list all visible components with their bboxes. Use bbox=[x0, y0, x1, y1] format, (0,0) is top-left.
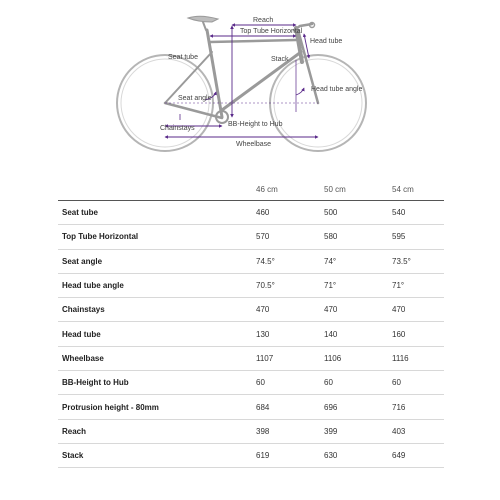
row-label: Top Tube Horizontal bbox=[58, 225, 256, 249]
row-value: 630 bbox=[324, 443, 392, 467]
row-value: 1106 bbox=[324, 346, 392, 370]
table-row bbox=[58, 322, 444, 346]
table-row bbox=[58, 346, 444, 370]
row-value: 398 bbox=[256, 419, 324, 443]
row-value: 470 bbox=[256, 298, 324, 322]
table-row bbox=[58, 395, 444, 419]
label-wheelbase: Wheelbase bbox=[236, 141, 272, 148]
row-value: 595 bbox=[392, 225, 444, 249]
label-head-tube-angle: Head tube angle bbox=[311, 86, 363, 93]
table-header-row bbox=[58, 178, 444, 201]
header-size-54: 54 cm bbox=[392, 178, 444, 201]
row-value: 470 bbox=[324, 298, 392, 322]
row-label: Chainstays bbox=[58, 298, 256, 322]
row-value: 60 bbox=[324, 371, 392, 395]
row-value: 403 bbox=[392, 419, 444, 443]
row-value: 140 bbox=[324, 322, 392, 346]
row-value: 649 bbox=[392, 443, 444, 467]
row-value: 696 bbox=[324, 395, 392, 419]
row-value: 60 bbox=[392, 371, 444, 395]
row-value: 500 bbox=[324, 201, 392, 225]
header-label-col bbox=[58, 178, 256, 201]
geometry-table-body bbox=[58, 201, 444, 468]
table-row bbox=[58, 419, 444, 443]
row-label: Wheelbase bbox=[58, 346, 256, 370]
row-value: 71° bbox=[324, 273, 392, 297]
label-bb-height: BB-Height to Hub bbox=[228, 121, 283, 128]
row-value: 399 bbox=[324, 419, 392, 443]
label-reach: Reach bbox=[253, 17, 274, 24]
row-value: 580 bbox=[324, 225, 392, 249]
row-value: 460 bbox=[256, 201, 324, 225]
row-value: 619 bbox=[256, 443, 324, 467]
label-top-tube: Top Tube Horizontal bbox=[240, 28, 303, 35]
row-value: 73.5° bbox=[392, 249, 444, 273]
row-value: 71° bbox=[392, 273, 444, 297]
label-stack: Stack bbox=[271, 56, 289, 63]
row-label: Head tube angle bbox=[58, 273, 256, 297]
row-value: 74.5° bbox=[256, 249, 324, 273]
row-value: 1116 bbox=[392, 346, 444, 370]
row-value: 716 bbox=[392, 395, 444, 419]
header-size-46: 46 cm bbox=[256, 178, 324, 201]
table-row bbox=[58, 249, 444, 273]
geometry-table bbox=[58, 178, 444, 468]
row-label: Reach bbox=[58, 419, 256, 443]
row-label: BB-Height to Hub bbox=[58, 371, 256, 395]
row-value: 540 bbox=[392, 201, 444, 225]
row-label: Seat angle bbox=[58, 249, 256, 273]
row-label: Protrusion height - 80mm bbox=[58, 395, 256, 419]
row-value: 684 bbox=[256, 395, 324, 419]
table-row bbox=[58, 273, 444, 297]
row-value: 70.5° bbox=[256, 273, 324, 297]
table-row bbox=[58, 225, 444, 249]
row-value: 570 bbox=[256, 225, 324, 249]
table-row bbox=[58, 443, 444, 467]
label-seat-angle: Seat angle bbox=[178, 95, 212, 102]
row-label: Stack bbox=[58, 443, 256, 467]
label-chainstays: Chainstays bbox=[160, 125, 195, 132]
row-label: Head tube bbox=[58, 322, 256, 346]
row-label: Seat tube bbox=[58, 201, 256, 225]
table-row bbox=[58, 201, 444, 225]
row-value: 74° bbox=[324, 249, 392, 273]
row-value: 130 bbox=[256, 322, 324, 346]
label-head-tube: Head tube bbox=[310, 38, 343, 45]
row-value: 160 bbox=[392, 322, 444, 346]
row-value: 1107 bbox=[256, 346, 324, 370]
table-row bbox=[58, 371, 444, 395]
row-value: 470 bbox=[392, 298, 444, 322]
bike-geometry-diagram bbox=[0, 0, 500, 165]
label-seat-tube: Seat tube bbox=[168, 54, 198, 61]
header-size-50: 50 cm bbox=[324, 178, 392, 201]
row-value: 60 bbox=[256, 371, 324, 395]
table-row bbox=[58, 298, 444, 322]
